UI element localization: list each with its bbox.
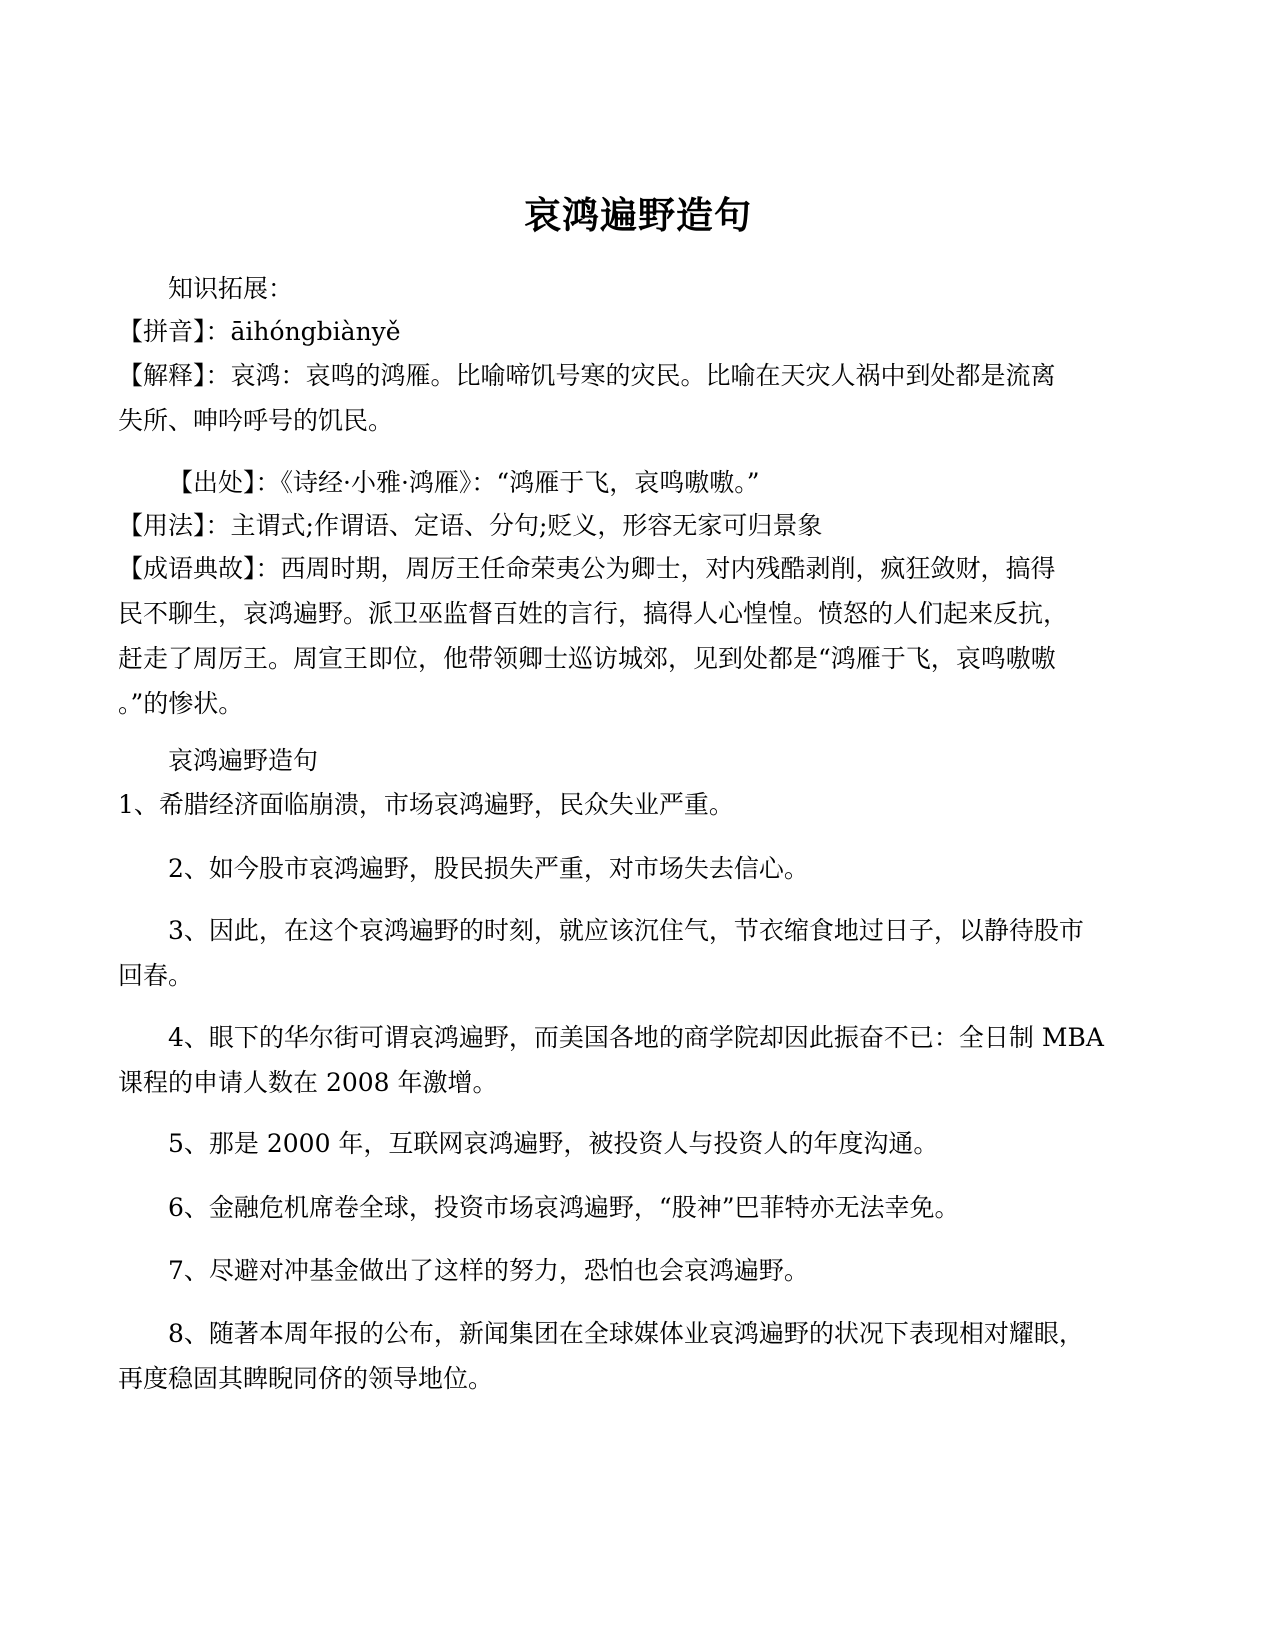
sentence-line: 课程的申请人数在 2008 年激增。: [118, 1068, 498, 1097]
pinyin-line: [118, 309, 1158, 354]
sentence-item: [118, 1248, 1208, 1293]
sentence-line: 再度稳固其睥睨同侪的领导地位。: [118, 1364, 494, 1393]
usage-line: [118, 503, 1158, 548]
pinyin-label: 【拼音】: [118, 317, 206, 346]
story-line: ：西周时期，周厉王任命荣夷公为卿士，对内残酷剥削，疯狂敛财，搞得: [255, 554, 1056, 583]
sentence-line: 5、那是 2000 年，互联网哀鸿遍野，被投资人与投资人的年度沟通。: [168, 1129, 939, 1158]
source-text: ：《诗经·小雅·鸿雁》：“鸿雁于飞，哀鸣嗷嗷。”: [255, 468, 760, 497]
sentence-item: [118, 908, 1158, 998]
sentence-line: 2、如今股市哀鸿遍野，股民损失严重，对市场失去信心。: [168, 854, 809, 883]
explanation-paragraph: [118, 353, 1158, 443]
sentence-line: 8、随著本周年报的公布，新闻集团在全球媒体业哀鸿遍野的状况下表现相对耀眼，: [168, 1319, 1084, 1348]
sentence-item: [118, 1185, 1208, 1230]
source-line: [118, 460, 1208, 505]
explanation-label: 【解释】: [118, 361, 206, 390]
sentence-line: 回春。: [118, 961, 194, 990]
sentence-line: 4、眼下的华尔街可谓哀鸿遍野，而美国各地的商学院却因此振奋不已：全日制 MBA: [168, 1023, 1104, 1052]
story-label: 【成语典故】: [118, 554, 256, 583]
explanation-line: 失所、呻吟呼号的饥民。: [118, 406, 394, 435]
sentence-line: 3、因此，在这个哀鸿遍野的时刻，就应该沉住气，节衣缩食地过日子，以静待股市: [168, 916, 1084, 945]
sentence-item: [118, 1015, 1158, 1105]
story-line: 民不聊生，哀鸿遍野。派卫巫监督百姓的言行，搞得人心惶惶。愤怒的人们起来反抗，: [118, 599, 1069, 628]
sentences-header: 哀鸿遍野造句: [168, 746, 319, 775]
sentence-item: [118, 782, 1158, 827]
document-page: [118, 0, 1158, 1650]
usage-label: 【用法】: [118, 511, 206, 540]
story-line: 。”的惨状。: [118, 689, 244, 718]
knowledge-header: 知识拓展：: [168, 274, 294, 303]
sentence-line: 6、金融危机席卷全球，投资市场哀鸿遍野，“股神”巴菲特亦无法幸免。: [168, 1193, 960, 1222]
sentence-line: 7、尽避对冲基金做出了这样的努力，恐怕也会哀鸿遍野。: [168, 1256, 809, 1285]
explanation-line: ：哀鸿：哀鸣的鸿雁。比喻啼饥号寒的灾民。比喻在天灾人祸中到处都是流离: [205, 361, 1056, 390]
sentence-line: 1、希腊经济面临崩溃，市场哀鸿遍野，民众失业严重。: [118, 790, 734, 819]
story-paragraph: [118, 546, 1158, 726]
usage-text: ：主谓式;作谓语、定语、分句;贬义，形容无家可归景象: [205, 511, 823, 540]
sentence-item: [118, 1121, 1208, 1166]
source-label: 【出处】: [168, 468, 256, 497]
story-line: 赶走了周厉王。周宣王即位，他带领卿士巡访城郊，见到处都是“鸿雁于飞，哀鸣嗷嗷: [118, 644, 1056, 673]
pinyin-text: ：āihóngbiànyě: [205, 317, 401, 346]
document-title: 哀鸿遍野造句: [524, 194, 752, 237]
sentence-item: [118, 1311, 1158, 1401]
sentence-item: [118, 846, 1208, 891]
